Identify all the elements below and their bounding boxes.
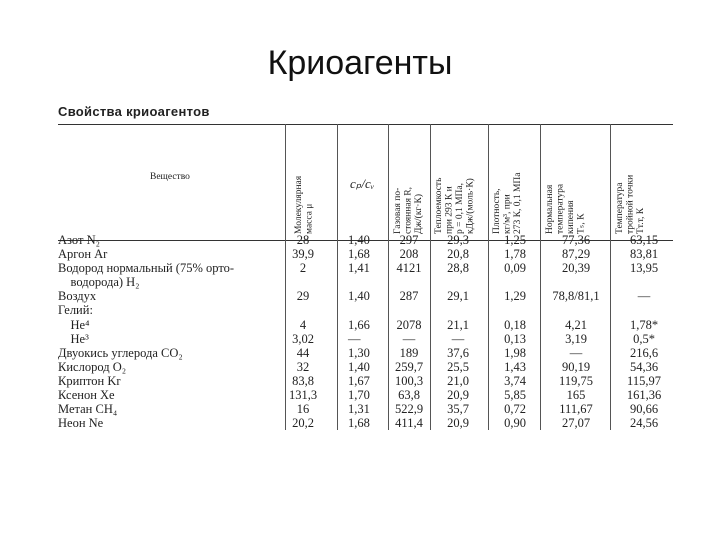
substance-name: Воздух (58, 289, 97, 304)
gas-constant-cell: 100,3 (394, 373, 424, 388)
boiling-temp-cell: 111,67 (559, 402, 593, 417)
gas-constant-cell: 4121 (396, 261, 422, 276)
boiling-temp-cell: 165 (566, 388, 586, 403)
header-triple-point: Температура тройной точки Tт.т, К (615, 174, 646, 234)
density-cell: 0,18 (504, 317, 526, 332)
gas-constant-cell: 63,8 (398, 388, 420, 403)
molar-mass-cell: 20,2 (292, 416, 314, 431)
triple-point-cell: 161,36 (626, 388, 662, 403)
cp-cv-cell: 1,67 (348, 373, 370, 388)
triple-point-cell: 1,78* (629, 317, 659, 332)
boiling-temp-cell: 78,8/81,1 (552, 289, 600, 304)
heat-capacity-cell: 20,9 (447, 388, 469, 403)
boiling-temp-cell: 77,36 (561, 233, 591, 247)
table-caption: Свойства криоагентов (58, 104, 210, 119)
header-density: Плотность, кг/м³, при 273 К, 0,1 МПа (492, 172, 523, 234)
table-row (58, 374, 678, 388)
cp-cv-cell: — (348, 331, 361, 346)
gas-constant-cell: 208 (399, 247, 419, 262)
substance-name: Азот N₂ (58, 233, 100, 247)
cp-cv-cell: 1,66 (348, 317, 370, 332)
cp-cv-cell: 1,68 (348, 416, 370, 431)
boiling-temp-cell: 87,29 (561, 247, 591, 262)
heat-capacity-cell: 20,8 (447, 247, 469, 262)
table-row (58, 360, 678, 374)
table-row (58, 261, 678, 275)
triple-point-cell: 13,95 (629, 261, 659, 276)
substance-name: Двуокись углерода CO₂ (58, 345, 183, 360)
substance-name: Неон Ne (58, 416, 104, 431)
molar-mass-cell: 131,3 (288, 388, 318, 403)
heat-capacity-cell: 21,0 (447, 373, 469, 388)
cp-cv-cell: 1,40 (348, 359, 370, 374)
triple-point-cell: — (637, 289, 651, 304)
density-cell: 0,09 (504, 261, 526, 276)
table-row (58, 318, 678, 332)
boiling-temp-cell: 27,07 (561, 416, 591, 431)
gas-constant-cell: 287 (399, 289, 419, 304)
gas-constant-cell: 411,4 (395, 416, 423, 431)
heat-capacity-cell: 21,1 (447, 317, 469, 332)
header-substance: Вещество (150, 172, 190, 182)
cp-cv-cell: 1,68 (348, 247, 370, 262)
table-body (58, 233, 678, 430)
density-cell: 1,78 (504, 247, 526, 262)
header-molar-mass: Молекулярная масса μ (294, 175, 315, 234)
heat-capacity-cell: 35,7 (447, 402, 469, 417)
molar-mass-cell: 44 (296, 345, 310, 360)
table-row (58, 416, 678, 430)
triple-point-cell: 83,81 (629, 247, 659, 262)
table-row (58, 289, 678, 303)
table-row (58, 275, 678, 289)
density-cell: 5,85 (504, 388, 526, 403)
density-cell: 0,72 (504, 402, 526, 417)
density-cell: 1,25 (504, 233, 526, 247)
gas-constant-cell: 2078 (396, 317, 422, 332)
substance-name: He⁴ (58, 317, 90, 332)
cp-cv-cell: 1,41 (348, 261, 370, 276)
molar-mass-cell: 39,9 (292, 247, 314, 262)
density-cell: 0,90 (504, 416, 526, 431)
substance-name: водорода) H₂ (58, 275, 140, 290)
boiling-temp-cell: 4,21 (565, 317, 587, 332)
gas-constant-cell: 297 (399, 233, 419, 247)
heat-capacity-cell: — (451, 331, 465, 346)
gas-constant-cell: — (402, 331, 416, 346)
molar-mass-cell: 32 (296, 359, 310, 374)
heat-capacity-cell: 28,8 (447, 261, 469, 276)
cp-cv-cell: 1,70 (348, 388, 370, 403)
density-cell: 1,43 (504, 359, 526, 374)
boiling-temp-cell: 20,39 (561, 261, 591, 276)
triple-point-cell: 0,5* (633, 331, 655, 346)
substance-name: Метан CH₄ (58, 402, 118, 417)
substance-name: Гелий: (58, 303, 93, 318)
density-cell: 3,74 (504, 373, 526, 388)
table-row (58, 346, 678, 360)
boiling-temp-cell: 119,75 (559, 373, 593, 388)
boiling-temp-cell: — (569, 345, 583, 360)
boiling-temp-cell: 90,19 (561, 359, 591, 374)
gas-constant-cell: 259,7 (394, 359, 424, 374)
substance-name: Кислород O₂ (58, 359, 127, 374)
slide-title: Криоагенты (267, 44, 453, 82)
molar-mass-cell: 16 (296, 402, 310, 417)
boiling-temp-cell: 3,19 (565, 331, 587, 346)
triple-point-cell: 115,97 (627, 373, 661, 388)
gas-constant-cell: 189 (399, 345, 419, 360)
molar-mass-cell: 4 (299, 317, 307, 332)
triple-point-cell: 90,66 (629, 402, 659, 417)
density-cell: 0,13 (504, 331, 526, 346)
molar-mass-cell: 83,8 (292, 373, 314, 388)
table-row (58, 388, 678, 402)
table-row (58, 303, 678, 317)
table-row (58, 247, 678, 261)
heat-capacity-cell: 25,5 (447, 359, 469, 374)
header-heat-capacity: Теплоемкость при 293 К и p = 0,1 МПа, кДж/(моль·К) (434, 177, 476, 234)
cp-cv-cell: 1,40 (348, 289, 370, 304)
triple-point-cell: 24,56 (629, 416, 659, 431)
table-top-rule (58, 124, 673, 125)
density-cell: 1,98 (504, 345, 526, 360)
heat-capacity-cell: 29,3 (447, 233, 469, 247)
cp-cv-cell: 1,31 (348, 402, 370, 417)
substance-name: He³ (58, 331, 89, 346)
substance-name: Аргон Ar (58, 247, 108, 262)
table-row (58, 233, 678, 247)
molar-mass-cell: 29 (296, 289, 310, 304)
density-cell: 1,29 (504, 289, 526, 304)
molar-mass-cell: 3,02 (292, 331, 314, 346)
triple-point-cell: 54,36 (629, 359, 659, 374)
heat-capacity-cell: 29,1 (447, 289, 469, 304)
heat-capacity-cell: 37,6 (447, 345, 469, 360)
molar-mass-cell: 2 (299, 261, 307, 276)
cp-cv-cell: 1,30 (348, 345, 370, 360)
header-gas-constant: Газовая по- стоянная R, Дж/(кг·К) (393, 186, 424, 234)
triple-point-cell: 63,15 (629, 233, 659, 247)
substance-name: Водород нормальный (75% орто- (58, 261, 235, 276)
molar-mass-cell: 28 (296, 233, 310, 247)
table-row (58, 332, 678, 346)
table-row (58, 402, 678, 416)
cp-cv-cell: 1,40 (348, 233, 370, 247)
triple-point-cell: 216,6 (629, 345, 659, 360)
substance-name: Криптон Kr (58, 373, 121, 388)
header-cp-cv: cₚ/cᵥ (350, 176, 375, 191)
heat-capacity-cell: 20,9 (447, 416, 469, 431)
substance-name: Ксенон Xe (58, 388, 115, 403)
header-boiling-temp: Нормальная температура кипения Tₛ, К (545, 183, 587, 234)
gas-constant-cell: 522,9 (394, 402, 424, 417)
